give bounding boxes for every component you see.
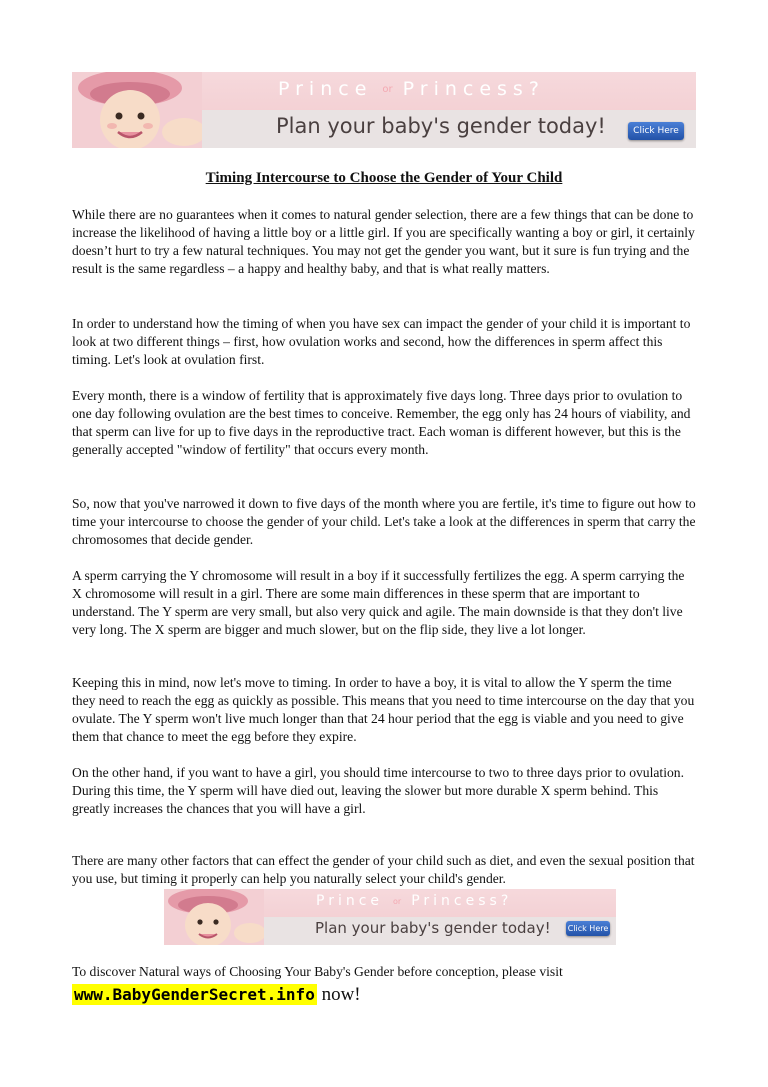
paragraph-intro: While there are no guarantees when it comes to natural gender selection, there are a few things that can be done to increase the likelihood of having a little boy or a little girl. If you are specifically wanting a boy or girl, it certainly doesn’t hurt to try a few natural techniques. You may not get the gender you want, but it sure is fun trying and the result is the same regardless – a happy and healthy baby, and that is what really matters. — [72, 207, 695, 276]
cta-link-line — [72, 984, 361, 1006]
baby-photo — [164, 889, 264, 945]
princess-word: Princess? — [402, 78, 545, 100]
banner-tagline: Plan your baby's gender today! — [276, 114, 606, 138]
prince-word: Prince — [278, 78, 373, 100]
banner-heading — [316, 893, 512, 909]
top-ad-banner[interactable] — [72, 72, 696, 148]
paragraph-fertility-window: Every month, there is a window of fertility that is approximately five days long. Three days prior to ovulation to one day following ovulation are the best times to conceive. Remember, the egg only has 24 hours of viability, and that sperm can live for up to five days in the reproductive tract. Each woman is different however, but this is the generally accepted "window of fertility" that occurs every month. — [72, 388, 691, 457]
paragraph-sperm-differences: A sperm carrying the Y chromosome will result in a boy if it successfully fertilizes the egg. A sperm carrying the X chromosome will result in a girl. There are some main differences in these sperm that are important to understand. The Y sperm are very small, but also very quick and agile. The main downside is that they don't live very long. The X sperm are bigger and much slower, but on the flip side, they live a lot longer. — [72, 568, 685, 637]
prince-word: Prince — [316, 893, 384, 909]
paragraph-timing: In order to understand how the timing of when you have sex can impact the gender of your child it is important to look at two different things – first, how ovulation works and second, how the differences in sperm affect this timing. Let's look at ovulation first. — [72, 316, 691, 367]
banner-heading — [278, 78, 545, 100]
click-here-button[interactable]: Click Here — [566, 921, 610, 936]
paragraph-boy-timing: Keeping this in mind, now let's move to timing. In order to have a boy, it is vital to allow the Y sperm the time they need to reach the egg as quickly as possible. This means that you need to time intercourse on the day that you ovulate. The Y sperm won't live much longer than that 24 hour period that the egg is viable and you need to give them that chance to meet the egg before they expire. — [72, 675, 695, 744]
page-title: Timing Intercourse to Choose the Gender of Your Child — [205, 170, 563, 186]
bottom-ad-banner[interactable] — [164, 889, 616, 945]
banner-tagline: Plan your baby's gender today! — [315, 919, 551, 937]
or-word: or — [393, 896, 402, 906]
paragraph-narrowed: So, now that you've narrowed it down to five days of the month where you are fertile, it's time to figure out how to time your intercourse to choose the gender of your child. Let's take a look at the differences in sperm that carry the chromosomes that decide gender. — [72, 496, 696, 547]
or-word: or — [382, 84, 393, 95]
website-link[interactable]: www.BabyGenderSecret.info — [74, 985, 315, 1004]
baby-photo — [72, 72, 202, 148]
paragraph-girl-timing: On the other hand, if you want to have a girl, you should time intercourse to two to three days prior to ovulation. During this time, the Y sperm will have died out, leaving the slower but more durable X sperm behind. This greatly increases the chances that you will have a girl. — [72, 765, 684, 816]
cta-suffix: now! — [316, 984, 361, 1005]
click-here-button[interactable]: Click Here — [628, 122, 684, 140]
cta-text: To discover Natural ways of Choosing Your Baby's Gender before conception, please visit — [72, 964, 563, 979]
princess-word: Princess? — [411, 893, 513, 909]
paragraph-other-factors: There are many other factors that can effect the gender of your child such as diet, and even the sexual position that you use, but timing it properly can help you naturally select your child's gender. — [72, 853, 695, 886]
